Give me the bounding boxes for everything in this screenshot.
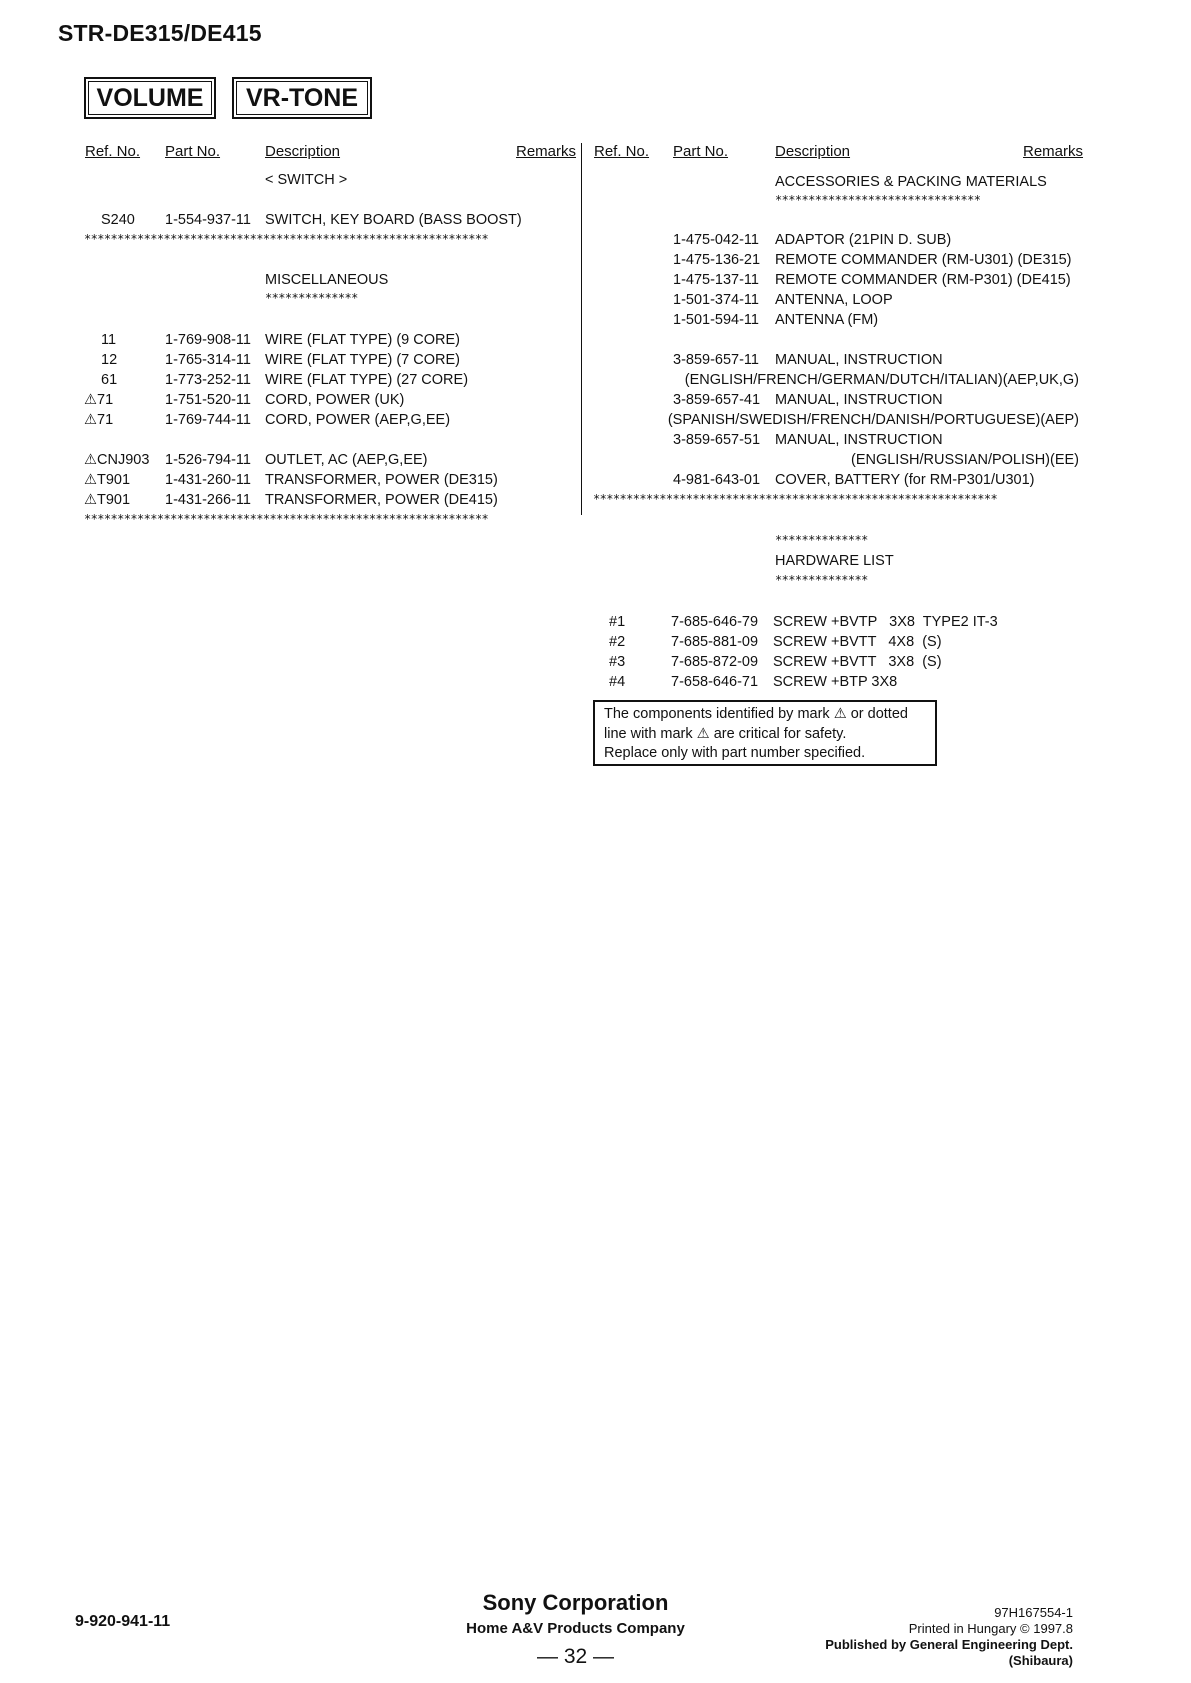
separator-stars: ************************************************************* (593, 492, 998, 506)
header-remarks: Remarks (516, 143, 577, 160)
part-no: 1-431-266-11 (165, 492, 251, 508)
part-no: 3-859-657-41 (673, 392, 761, 408)
publisher: Published by General Engineering Dept. (825, 1637, 1073, 1652)
description: SCREW +BVTT 4X8 (S) (773, 634, 942, 650)
part-no: 7-685-872-09 (671, 654, 759, 670)
description: COVER, BATTERY (for RM-P301/U301) (775, 472, 1035, 488)
header-description: Description (265, 143, 341, 160)
safety-note-line: line with mark ⚠ are critical for safety. (604, 725, 847, 742)
part-no: 7-658-646-71 (671, 674, 759, 690)
part-no: 1-751-520-11 (165, 392, 251, 408)
part-no: 1-475-137-11 (673, 272, 759, 288)
description: CORD, POWER (UK) (265, 392, 405, 408)
description: SCREW +BTP 3X8 (773, 674, 898, 690)
description-continuation: (ENGLISH/RUSSIAN/POLISH)(EE) (850, 452, 1079, 468)
ref-no: #2 (609, 634, 626, 650)
document-number: 9-920-941-11 (75, 1613, 171, 1630)
header-remarks: Remarks (1023, 143, 1084, 160)
page-number: — 32 — (536, 1645, 615, 1668)
description: REMOTE COMMANDER (RM-P301) (DE415) (775, 272, 1071, 288)
ref-no: S240 (101, 212, 135, 228)
part-no: 1-475-136-21 (673, 252, 761, 268)
part-no: 1-501-374-11 (673, 292, 759, 308)
part-no: 1-501-594-11 (673, 312, 759, 328)
part-no: 1-431-260-11 (165, 472, 251, 488)
switch-section-title: < SWITCH > (265, 172, 348, 188)
company-name: Sony Corporation (482, 1590, 669, 1615)
ref-no: ⚠CNJ903 (84, 452, 150, 468)
description: OUTLET, AC (AEP,G,EE) (265, 452, 428, 468)
description: ANTENNA (FM) (775, 312, 879, 328)
description: WIRE (FLAT TYPE) (7 CORE) (265, 352, 460, 368)
part-no: 4-981-643-01 (673, 472, 761, 488)
ref-no: ⚠71 (84, 412, 114, 428)
description: WIRE (FLAT TYPE) (27 CORE) (265, 372, 469, 388)
division-name: Home A&V Products Company (466, 1620, 685, 1637)
publisher-location: (Shibaura) (1008, 1653, 1073, 1668)
safety-note-line: Replace only with part number specified. (604, 745, 866, 761)
header-ref-no: Ref. No. (85, 143, 141, 160)
ref-no: ⚠T901 (84, 472, 131, 488)
part-no: 1-769-908-11 (165, 332, 251, 348)
description: MANUAL, INSTRUCTION (775, 392, 943, 408)
description: TRANSFORMER, POWER (DE315) (265, 472, 498, 488)
part-no: 1-475-042-11 (673, 232, 759, 248)
part-no: 7-685-881-09 (671, 634, 759, 650)
title-overline-stars: ************** (775, 533, 868, 547)
part-no: 1-554-937-11 (165, 212, 251, 228)
part-no: 1-769-744-11 (165, 412, 251, 428)
header-part-no: Part No. (673, 143, 729, 160)
ref-no: 61 (101, 372, 118, 388)
part-no: 7-685-646-79 (671, 614, 759, 630)
ref-no: #3 (609, 654, 626, 670)
misc-section-title: MISCELLANEOUS (265, 272, 389, 288)
safety-note-line: The components identified by mark ⚠ or dotted (604, 706, 908, 722)
description-continuation: (SPANISH/SWEDISH/FRENCH/DANISH/PORTUGUESE)(AEP) (667, 412, 1079, 428)
description: MANUAL, INSTRUCTION (775, 352, 943, 368)
printed-info: Printed in Hungary © 1997.8 (908, 1621, 1073, 1636)
part-no: 1-773-252-11 (165, 372, 251, 388)
description: MANUAL, INSTRUCTION (775, 432, 943, 448)
model-title: STR-DE315/DE415 (58, 20, 262, 46)
part-no: 1-765-314-11 (165, 352, 251, 368)
description: WIRE (FLAT TYPE) (9 CORE) (265, 332, 460, 348)
description-continuation: (ENGLISH/FRENCH/GERMAN/DUTCH/ITALIAN)(AEP,UK,G) (684, 372, 1079, 388)
catalog-code: 97H167554-1 (994, 1605, 1073, 1620)
section-tag-vr-tone: VR-TONE (232, 77, 372, 119)
safety-note-box (593, 700, 937, 766)
part-no: 3-859-657-11 (673, 352, 759, 368)
description: REMOTE COMMANDER (RM-U301) (DE315) (775, 252, 1072, 268)
description: SCREW +BVTT 3X8 (S) (773, 654, 942, 670)
column-divider (581, 143, 582, 515)
separator-stars: ************************************************************* (84, 232, 489, 246)
ref-no: ⚠T901 (84, 492, 131, 508)
header-part-no: Part No. (165, 143, 221, 160)
separator-stars: ************************************************************* (84, 512, 489, 526)
ref-no: #4 (609, 674, 626, 690)
description: ADAPTOR (21PIN D. SUB) (775, 232, 952, 248)
description: CORD, POWER (AEP,G,EE) (265, 412, 451, 428)
description: SCREW +BVTP 3X8 TYPE2 IT-3 (773, 614, 998, 630)
title-underline-stars: ************** (265, 291, 358, 305)
part-no: 3-859-657-51 (673, 432, 761, 448)
title-underline-stars: ******************************* (775, 193, 981, 207)
ref-no: 11 (101, 332, 117, 348)
accessories-section-title: ACCESSORIES & PACKING MATERIALS (775, 174, 1047, 190)
description: SWITCH, KEY BOARD (BASS BOOST) (265, 212, 522, 228)
header-ref-no: Ref. No. (594, 143, 650, 160)
header-description: Description (775, 143, 851, 160)
hardware-list-title: HARDWARE LIST (775, 553, 894, 569)
ref-no: 12 (101, 352, 118, 368)
title-underline-stars: ************** (775, 573, 868, 587)
ref-no: #1 (609, 614, 626, 630)
section-tag-volume: VOLUME (84, 77, 216, 119)
part-no: 1-526-794-11 (165, 452, 251, 468)
description: ANTENNA, LOOP (775, 292, 893, 308)
ref-no: ⚠71 (84, 392, 114, 408)
description: TRANSFORMER, POWER (DE415) (265, 492, 498, 508)
